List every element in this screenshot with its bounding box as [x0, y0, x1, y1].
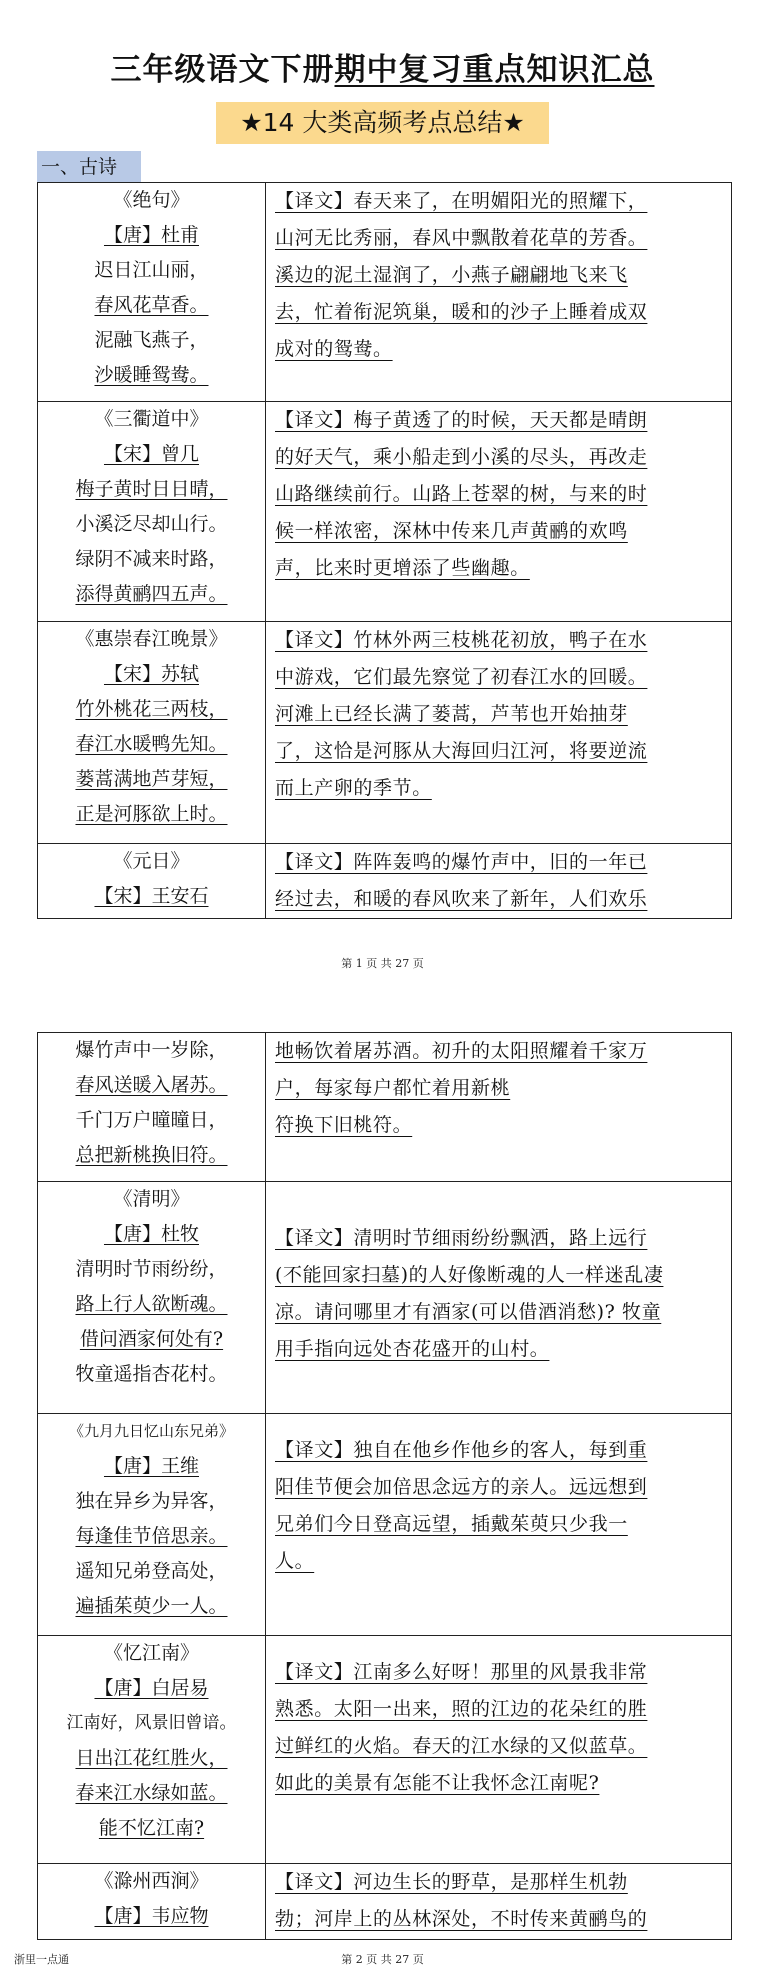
translation-cell: 【译文】清明时节细雨纷纷飘洒，路上远行 (不能回家扫墓)的人好像断魂的人一样迷乱凄 凉。请问哪里才有酒家(可以借酒消愁)? 牧童 用手指向远处杏花盛开的山村。 — [266, 1182, 732, 1414]
translation-cell: 地畅饮着屠苏酒。初升的太阳照耀着千家万 户，每家每户都忙着用新桃 符换下旧桃符。 — [266, 1033, 732, 1182]
poem-cell: 《滁州西涧》 【唐】韦应物 — [38, 1864, 266, 1940]
poem-cell: 《三衢道中》 【宋】曾几 梅子黄时日日晴， 小溪泛尽却山行。 绿阴不减来时路， 添得黄鹂四五声。 — [38, 402, 266, 622]
poem-cell: 爆竹声中一岁除， 春风送暖入屠苏。 千门万户曈曈日， 总把新桃换旧符。 — [38, 1033, 266, 1182]
watermark: 浙里一点通 — [14, 1953, 69, 1966]
table-row — [38, 183, 732, 402]
table-row — [38, 1182, 732, 1414]
poem-cell: 《绝句》 【唐】杜甫 迟日江山丽， 春风花草香。 泥融飞燕子， 沙暖睡鸳鸯。 — [38, 183, 266, 402]
document-title — [0, 44, 765, 89]
poem-cell: 《元日》 【宋】王安石 — [38, 844, 266, 919]
translation-cell: 【译文】竹林外两三枝桃花初放，鸭子在水 中游戏，它们最先察觉了初春江水的回暖。 河滩上已经长满了蒌蒿，芦苇也开始抽芽 了，这恰是河豚从大海回归江河，将要逆流 而上产卵的季节。 — [266, 622, 732, 844]
page-footer: 第 1 页 共 27 页 — [341, 957, 424, 970]
poem-table-page1 — [37, 182, 732, 919]
translation-cell: 【译文】江南多么好呀！那里的风景我非常 熟悉。太阳一出来，照的江边的花朵红的胜 过鲜红的火焰。春天的江水绿的又似蓝草。 如此的美景有怎能不让我怀念江南呢? — [266, 1636, 732, 1864]
section-heading: 一、古诗 — [37, 151, 141, 183]
table-row — [38, 1636, 732, 1864]
table-row — [38, 1414, 732, 1636]
subtitle-banner: ★14 大类高频考点总结★ — [216, 102, 549, 144]
poem-cell: 《惠崇春江晚景》 【宋】苏轼 竹外桃花三两枝， 春江水暖鸭先知。 蒌蒿满地芦芽短， 正是河豚欲上时。 — [38, 622, 266, 844]
page-footer: 第 2 页 共 27 页 — [341, 1953, 424, 1966]
poem-cell: 《忆江南》 【唐】白居易 江南好，风景旧曾谙。 日出江花红胜火， 春来江水绿如蓝。 能不忆江南? — [38, 1636, 266, 1864]
translation-cell: 【译文】独自在他乡作他乡的客人，每到重 阳佳节便会加倍思念远方的亲人。远远想到 兄弟们今日登高远望，插戴茱萸只少我一 人。 — [266, 1414, 732, 1636]
translation-cell: 【译文】河边生长的野草，是那样生机勃 勃；河岸上的丛林深处，不时传来黄鹂鸟的 — [266, 1864, 732, 1940]
poem-cell: 《清明》 【唐】杜牧 清明时节雨纷纷， 路上行人欲断魂。 借问酒家何处有? 牧童遥指杏花村。 — [38, 1182, 266, 1414]
translation-cell: 【译文】阵阵轰鸣的爆竹声中，旧的一年已 经过去，和暖的春风吹来了新年，人们欢乐 — [266, 844, 732, 919]
table-row — [38, 402, 732, 622]
poem-table-page2 — [37, 1032, 732, 1940]
table-row — [38, 844, 732, 919]
table-row — [38, 1033, 732, 1182]
title-underlined: 期中复习重点知识汇总 — [334, 52, 655, 88]
table-row — [38, 1864, 732, 1940]
table-row — [38, 622, 732, 844]
poem-cell: 《九月九日忆山东兄弟》 【唐】王维 独在异乡为异客， 每逢佳节倍思亲。 遥知兄弟登高处， 遍插茱萸少一人。 — [38, 1414, 266, 1636]
translation-cell: 【译文】梅子黄透了的时候，天天都是晴朗 的好天气，乘小船走到小溪的尽头，再改走 山路继续前行。山路上苍翠的树，与来的时 候一样浓密，深林中传来几声黄鹂的欢鸣 声，比来时更增添了些幽趣。 — [266, 402, 732, 622]
title-plain: 三年级语文下册 — [110, 52, 335, 88]
translation-cell: 【译文】春天来了，在明媚阳光的照耀下， 山河无比秀丽，春风中飘散着花草的芳香。 溪边的泥土湿润了，小燕子翩翩地飞来飞 去，忙着衔泥筑巢，暖和的沙子上睡着成双 成对的鸳鸯。 — [266, 183, 732, 402]
